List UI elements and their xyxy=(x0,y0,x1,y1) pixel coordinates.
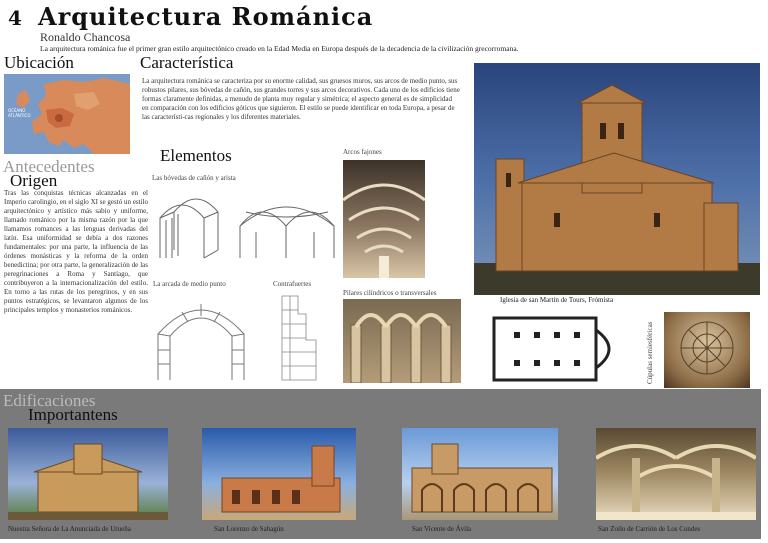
caracteristica-heading: Característica xyxy=(140,53,234,72)
pillars-photo xyxy=(343,299,461,383)
importantens-heading: Importantens xyxy=(28,405,118,424)
edificacion-caption-4: San Zoilo de Carrión de Los Condes xyxy=(598,525,701,533)
edificacion-caption-2: San Lorenzo de Sahagún xyxy=(214,525,284,533)
fajones-label: Arcos fajones xyxy=(343,148,382,156)
page-number: 4 xyxy=(8,6,23,30)
frómista-church-photo xyxy=(474,63,760,295)
antecedentes-text: Tras las conquistas técnicas alcanzadas en el Imperio carolingio, en el siglo XI se gestó un estilo arquitectónico y artístico más sabio y uniforme, llamado románico por la misma razón por la que llamamos romances a las lenguas derivadas del latín. Esa uniformidad se debía a dos razones fundamentales: por una parte, la influencia de las órdenes monásticas y la reforma de la orden benedictina; por otra parte, la generalización de las peregrinaciones a Roma y Santiago, que contribuyeron a la internacionalización del estilo. En torno a las rutas de los peregrinos, y en sus puntos estratégicos, se levantaron algunos de los principales templos y monasterios románicos. xyxy=(4,189,148,314)
edificaciones-heading: Edificaciones xyxy=(3,391,96,410)
elementos-heading: Elementos xyxy=(160,146,232,165)
floor-plan-drawing xyxy=(488,310,628,388)
arch-label: La arcada de medio punto xyxy=(153,280,226,288)
page-title: Arquitectura Románica xyxy=(38,2,374,31)
ubicacion-heading: Ubicación xyxy=(4,53,74,72)
edificacion-caption-3: San Vicente de Ávila xyxy=(412,525,472,533)
church-caption: Iglesia de san Martín de Tours, Frómista xyxy=(500,296,614,304)
cupula-photo xyxy=(664,312,750,388)
vaults-label: Las bóvedas de cañón y arista xyxy=(152,174,236,182)
urueña-photo xyxy=(8,428,168,520)
arch-drawing xyxy=(152,290,250,382)
europe-map xyxy=(4,74,130,154)
ocean-label: OCÉANO ATLÁNTICO xyxy=(8,108,31,118)
groin-vault-drawing xyxy=(236,192,338,262)
caracteristica-text: La arquitectura románica se caracteriza por su enorme calidad, sus gruesos muros, sus arcos de medio punto, sus robustos pilares, sus bóvedas de cañón, sus grandes torres y sus arcos decorativos. Cada uno de los edificios tiene formas claramente definidas, a menudo de planta muy regular y simétrica; el aspecto general es de simplicidad en comparación con los edificios góticos que siguieron. El estilo se puede identificar en toda Europa, a pesar de las característi-cas regionales y los diferentes materiales. xyxy=(142,77,460,121)
fajones-photo xyxy=(343,160,425,278)
buttress-drawing xyxy=(272,290,326,382)
edificacion-caption-1: Nuestra Señora de La Anunciada de Urueña xyxy=(8,525,131,533)
intro-text: La arquitectura románica fue el primer gran estilo arquitectónico creado en la Edad Media en Europa después de la decadencia de la civilización grecorromana. xyxy=(40,44,519,53)
author-name: Ronaldo Chancosa xyxy=(40,30,131,44)
sahagun-photo xyxy=(202,428,356,520)
carrion-photo xyxy=(596,428,756,520)
buttress-label: Contrafuertes xyxy=(273,280,312,288)
origen-heading: Origen xyxy=(10,171,58,190)
antecedentes-heading: Antecedentes xyxy=(3,157,95,176)
avila-photo xyxy=(402,428,558,520)
cupulas-label: Cúpulas semiesféricas xyxy=(646,321,654,384)
pillars-label: Pilares cilíndricos o transversales xyxy=(343,289,437,297)
barrel-vault-drawing xyxy=(152,184,232,268)
